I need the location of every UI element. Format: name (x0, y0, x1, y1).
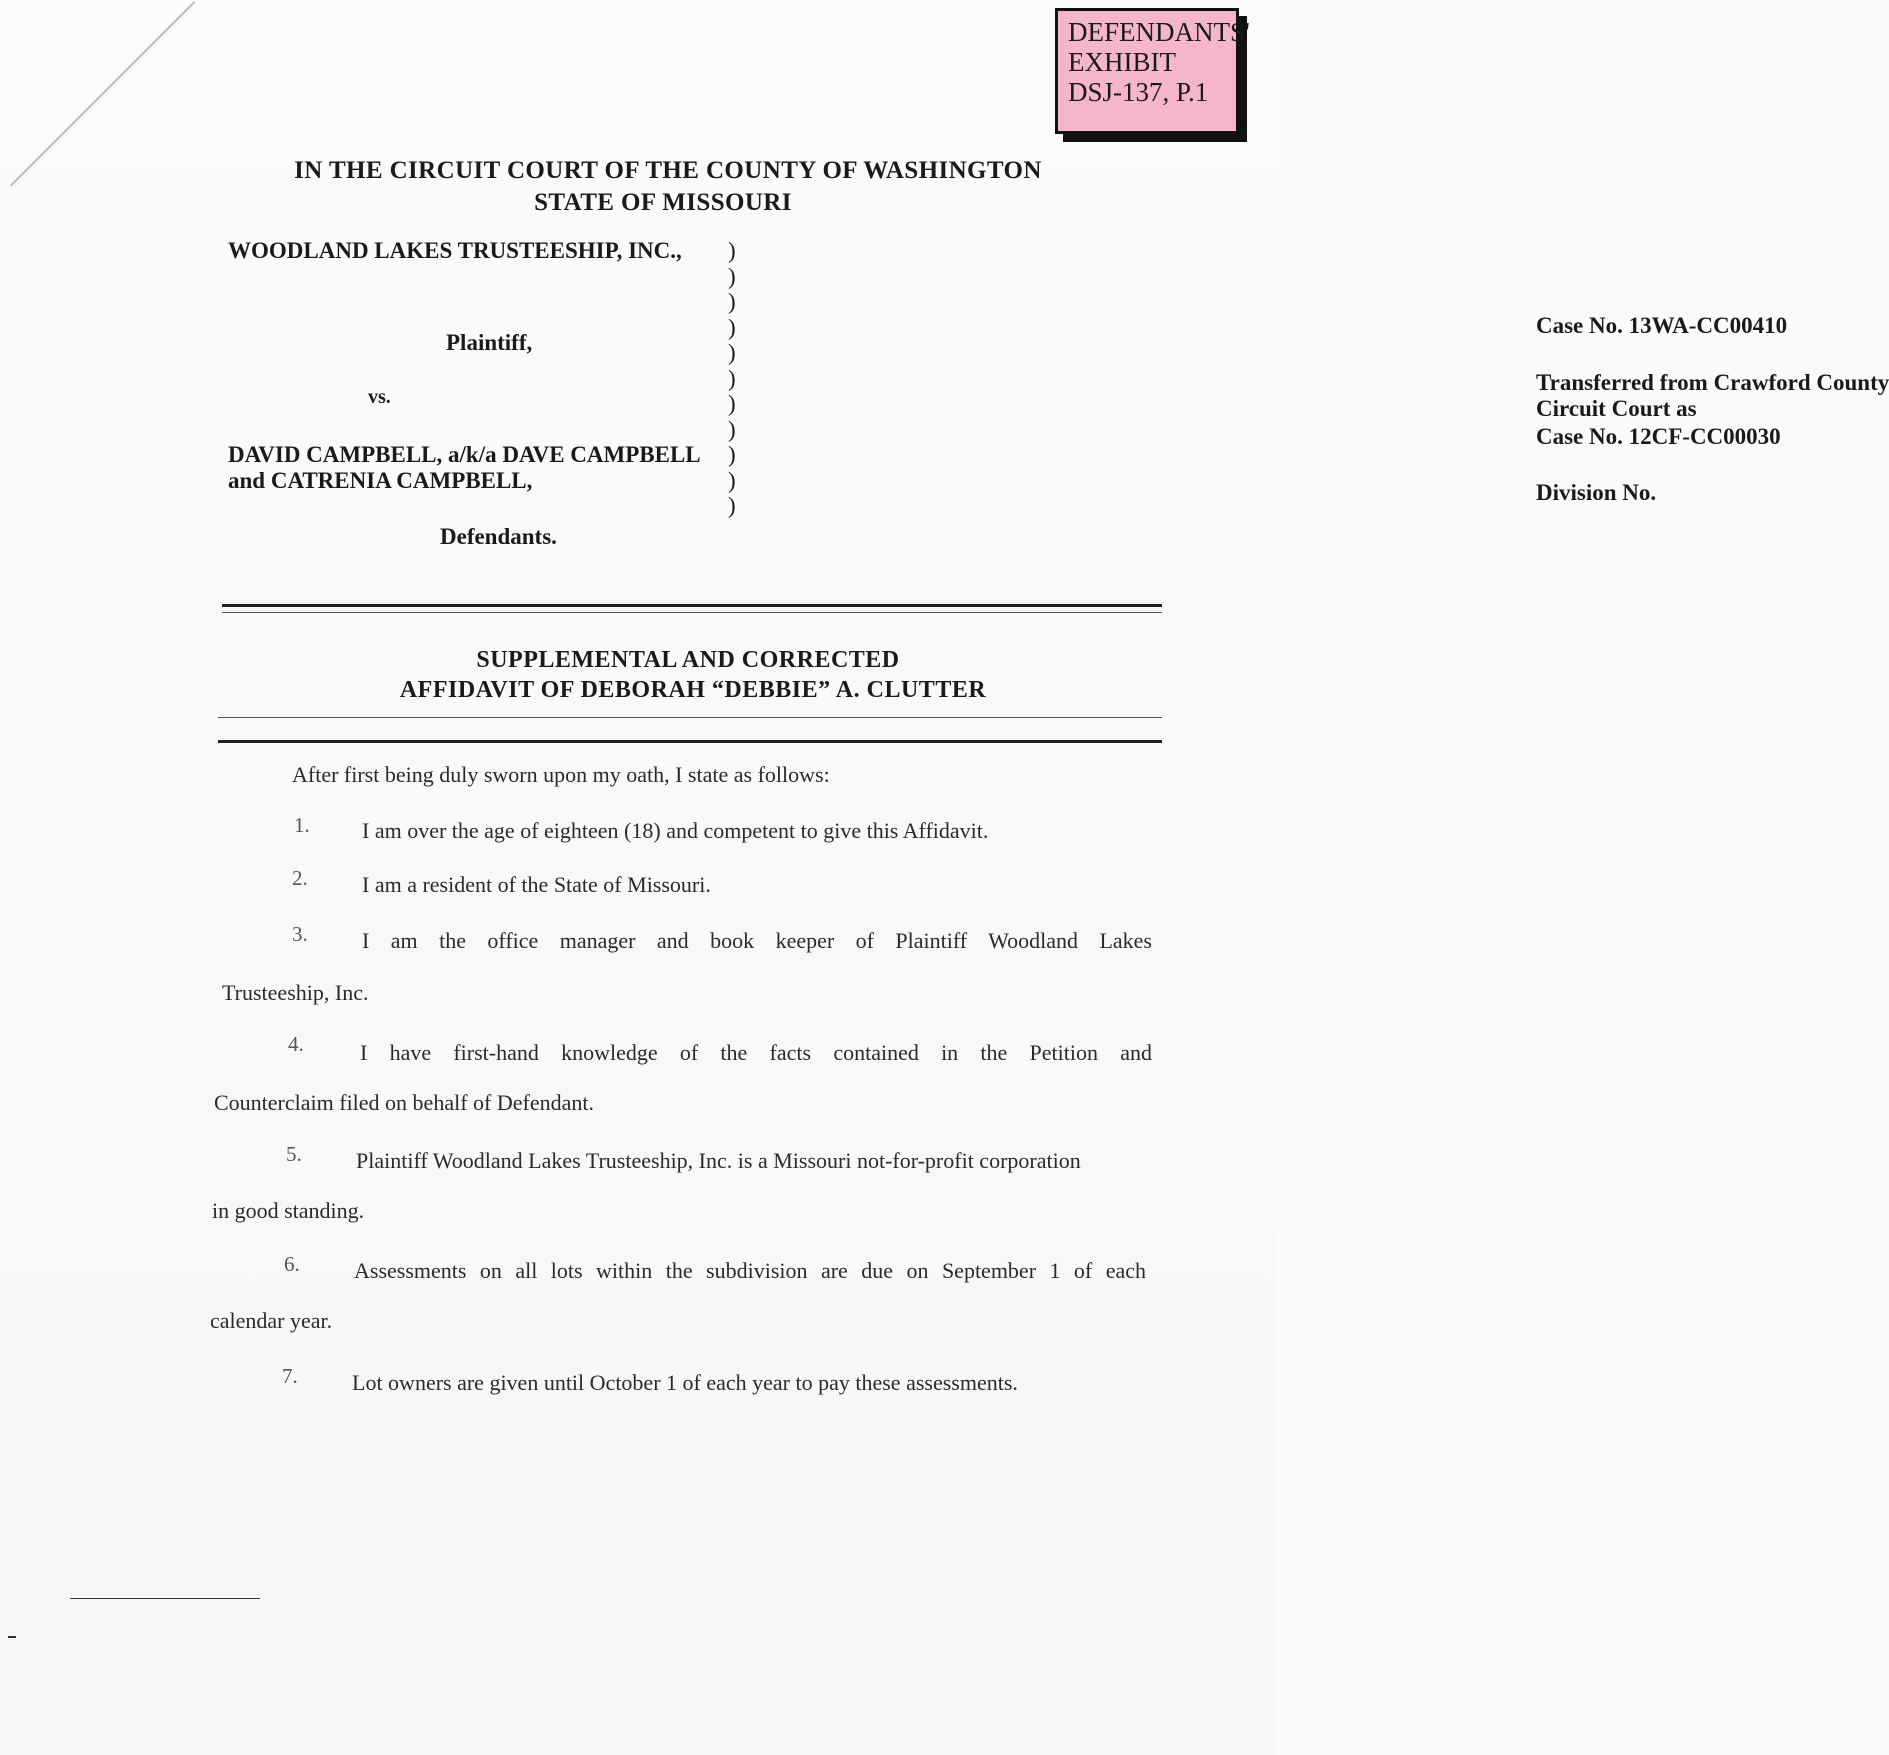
transferred-line2: Circuit Court as (1536, 396, 1697, 421)
document-title-line2: AFFIDAVIT OF DEBORAH “DEBBIE” A. CLUTTER (399, 677, 987, 703)
paragraph-text: I am a resident of the State of Missouri. (362, 872, 711, 897)
versus-label: vs. (368, 386, 391, 408)
paragraph-text: Plaintiff Woodland Lakes Trusteeship, Inc. is a Missouri not-for-profit corporation (356, 1148, 1081, 1173)
division-number: Division No. (1536, 480, 1657, 505)
paragraph-number: 4. (288, 1032, 304, 1056)
paragraph-number: 5. (286, 1142, 302, 1166)
court-heading-line2: STATE OF MISSOURI (534, 189, 792, 216)
transferred-line1: Transferred from Crawford County (1536, 370, 1889, 395)
title-divider-bottom (218, 740, 1162, 743)
exhibit-stamp-line2: EXHIBIT (1068, 47, 1176, 77)
paragraph-text-continued: in good standing. (212, 1198, 365, 1223)
title-divider-thin (218, 717, 1162, 718)
defendant-name-line2: and CATRENIA CAMPBELL, (228, 468, 533, 493)
caption-divider-top-thin (222, 612, 1162, 613)
case-number: Case No. 13WA-CC00410 (1536, 313, 1788, 338)
paragraph-number: 3. (292, 922, 308, 946)
defendant-name-line1: DAVID CAMPBELL, a/k/a DAVE CAMPBELL (228, 442, 701, 467)
exhibit-stamp-line1: DEFENDANTS' (1068, 17, 1250, 47)
paragraph-text: I am the office manager and book keeper of Plaintiff Woodland Lakes (362, 928, 1152, 953)
court-heading-line1: IN THE CIRCUIT COURT OF THE COUNTY OF WASHINGTON (294, 157, 1042, 184)
defendant-role: Defendants. (440, 524, 557, 549)
caption-divider-top (222, 604, 1162, 607)
paragraph-text: Assessments on all lots within the subdivision are due on September 1 of each (354, 1258, 1146, 1283)
court-heading (0, 155, 1276, 219)
footer-rule (70, 1598, 260, 1599)
exhibit-stamp (1055, 8, 1250, 134)
paragraph-text-continued: Trusteeship, Inc. (222, 980, 369, 1005)
margin-mark (8, 1636, 16, 1638)
paragraph-text-continued: calendar year. (210, 1308, 333, 1333)
transferred-case-number: Case No. 12CF-CC00030 (1536, 424, 1781, 449)
plaintiff-role: Plaintiff, (446, 330, 533, 355)
paragraph-text-continued: Counterclaim filed on behalf of Defendant. (214, 1090, 594, 1115)
exhibit-stamp-line3: DSJ-137, P.1 (1068, 77, 1209, 107)
paragraph-number: 2. (292, 866, 308, 890)
paragraph-number: 1. (294, 813, 310, 837)
paragraph-number: 6. (284, 1252, 300, 1276)
paragraph-number: 7. (282, 1364, 298, 1388)
document-title (0, 645, 1276, 705)
paragraph-text: I am over the age of eighteen (18) and competent to give this Affidavit. (362, 818, 989, 843)
plaintiff-name: WOODLAND LAKES TRUSTEESHIP, INC., (228, 238, 682, 263)
document-title-line1: SUPPLEMENTAL AND CORRECTED (476, 647, 900, 673)
paragraph-text: I have first-hand knowledge of the facts contained in the Petition and (360, 1040, 1152, 1065)
paragraph-text: Lot owners are given until October 1 of each year to pay these assessments. (352, 1370, 1018, 1395)
intro-statement: After first being duly sworn upon my oath, I state as follows: (292, 762, 830, 787)
caption-parentheses: ) ) ) ) ) ) ) ) ) ) ) (728, 238, 736, 518)
